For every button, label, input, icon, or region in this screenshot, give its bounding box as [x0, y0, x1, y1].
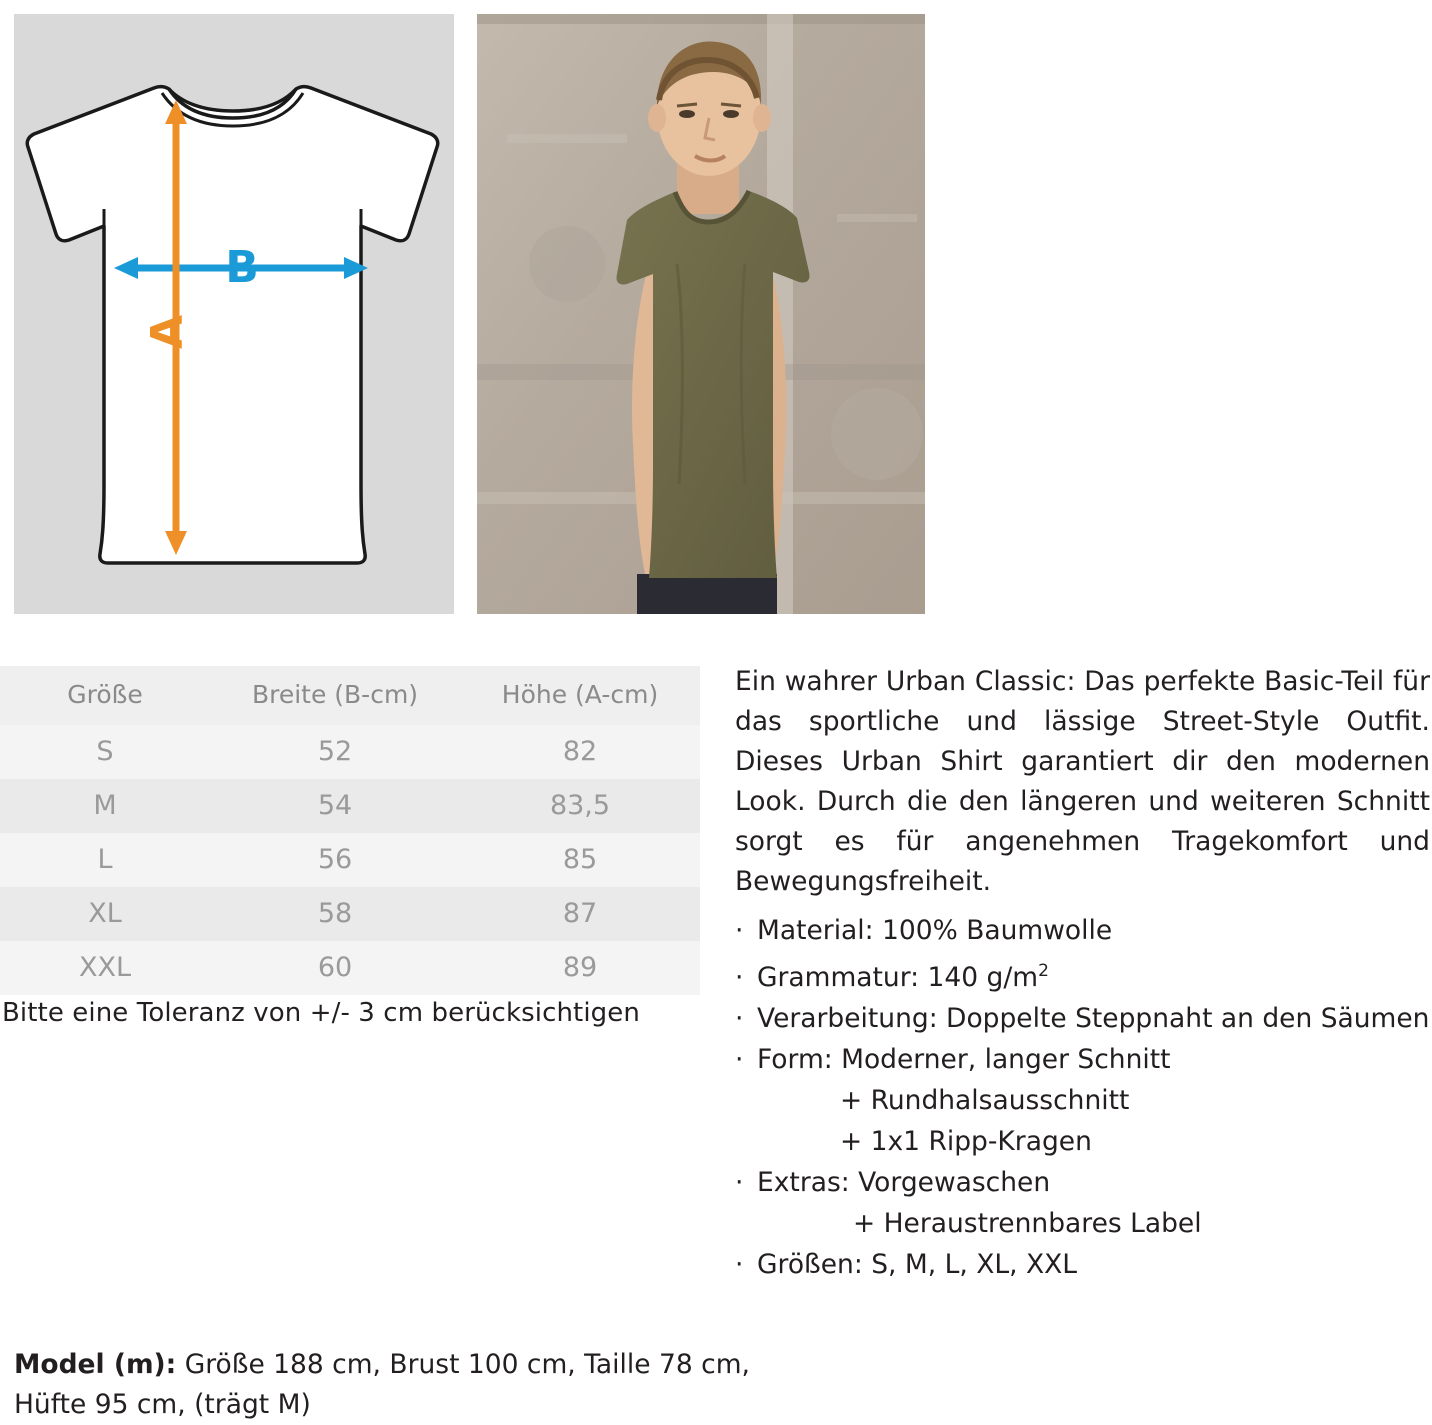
feature-extras-sub-label: + Heraustrennbares Label — [853, 1207, 1202, 1239]
feature-form — [735, 1039, 1432, 1080]
model-line2: Hüfte 95 cm, (trägt M) — [14, 1389, 311, 1420]
feature-form-text: Form: Moderner, langer Schnitt — [757, 1043, 1171, 1075]
feature-verarbeitung-text: Verarbeitung: Doppelte Steppnaht an den Säumen — [757, 1002, 1430, 1034]
feature-material — [735, 910, 1432, 951]
feature-extras-text: Extras: Vorgewaschen — [757, 1166, 1051, 1198]
feature-form-sub-ripp: + 1x1 Ripp-Kragen — [840, 1125, 1092, 1157]
header-height: Höhe (A-cm) — [460, 666, 700, 725]
cell-height: 85 — [460, 833, 700, 887]
cell-size: M — [0, 779, 210, 833]
table-row — [0, 725, 700, 779]
table-row — [0, 833, 700, 887]
cell-height: 87 — [460, 887, 700, 941]
model-label: Model (m): — [14, 1349, 177, 1380]
cell-size: XXL — [0, 941, 210, 995]
width-label: B — [225, 242, 259, 293]
bullet-icon: · — [735, 1248, 744, 1280]
size-diagram-panel — [14, 14, 454, 614]
feature-groessen-text: Größen: S, M, L, XL, XXL — [757, 1248, 1078, 1280]
feature-form-sub-rundhals: + Rundhalsausschnitt — [840, 1084, 1130, 1116]
model-photo-svg — [477, 14, 925, 614]
cell-height: 89 — [460, 941, 700, 995]
cell-width: 56 — [210, 833, 460, 887]
table-row — [0, 941, 700, 995]
cell-size: S — [0, 725, 210, 779]
feature-grammatur — [735, 951, 1432, 998]
size-chart-table — [0, 666, 700, 995]
feature-extras — [735, 1162, 1432, 1203]
model-measurements — [14, 1345, 774, 1425]
tshirt-diagram-svg — [14, 14, 454, 614]
table-header-row — [0, 666, 700, 725]
header-width: Breite (B-cm) — [210, 666, 460, 725]
bullet-icon: · — [735, 961, 744, 993]
feature-grammatur-sup: 2 — [1038, 961, 1049, 981]
table-row — [0, 887, 700, 941]
feature-groessen — [735, 1244, 1432, 1285]
bullet-icon: · — [735, 1002, 744, 1034]
cell-width: 52 — [210, 725, 460, 779]
media-row — [0, 0, 1432, 640]
cell-width: 60 — [210, 941, 460, 995]
cell-size: L — [0, 833, 210, 887]
height-label: A — [142, 314, 193, 350]
product-description — [735, 662, 1430, 902]
bullet-icon: · — [735, 1043, 744, 1075]
model-line1: Größe 188 cm, Brust 100 cm, Taille 78 cm, — [176, 1349, 750, 1380]
cell-size: XL — [0, 887, 210, 941]
header-size: Größe — [0, 666, 210, 725]
bullet-icon: · — [735, 915, 744, 946]
feature-grammatur-text: Grammatur: 140 g/m — [757, 961, 1039, 993]
shirt-body-shape — [27, 87, 438, 563]
cell-width: 58 — [210, 887, 460, 941]
cell-height: 82 — [460, 725, 700, 779]
feature-verarbeitung — [735, 998, 1432, 1039]
bullet-icon: · — [735, 1166, 744, 1198]
feature-material-text: Material: 100% Baumwolle — [757, 915, 1113, 946]
model-photo — [477, 14, 925, 614]
cell-height: 83,5 — [460, 779, 700, 833]
table-row — [0, 779, 700, 833]
cell-width: 54 — [210, 779, 460, 833]
description-paragraph: Ein wahrer Urban Classic: Das perfekte Basic-Teil für das sportliche und lässige Street-Style Outfit. Dieses Urban Shirt garantiert dir den modernen Look. Durch die den längeren und weiteren Schnitt sorgt es für angenehmen Tragekomfort und Bewegungsfreiheit. — [735, 666, 1430, 897]
product-features — [735, 910, 1432, 1285]
tolerance-note: Bitte eine Toleranz von +/- 3 cm berücksichtigen — [2, 998, 640, 1028]
